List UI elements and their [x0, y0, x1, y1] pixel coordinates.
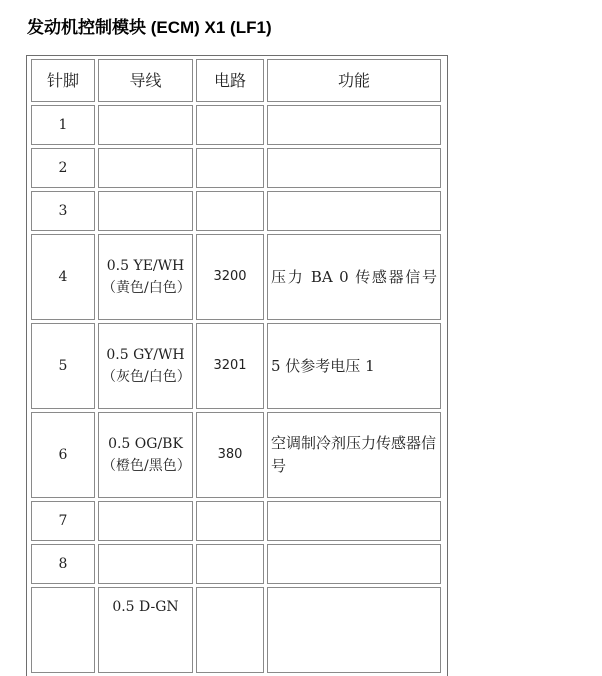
function-cell: [267, 544, 441, 584]
pin-cell: [31, 587, 95, 673]
pinout-table-container: [26, 55, 448, 676]
table-row: [31, 544, 441, 584]
function-cell: 空调制冷剂压力传感器信号: [267, 412, 441, 498]
circuit-cell: [196, 587, 264, 673]
pin-cell: 3: [31, 191, 95, 231]
header-pin: 针脚: [31, 59, 95, 102]
header-function: 功能: [267, 59, 441, 102]
table-row: [31, 323, 441, 409]
circuit-cell: 380: [196, 412, 264, 498]
pin-cell: 5: [31, 323, 95, 409]
function-cell: [267, 587, 441, 673]
table-row: [31, 148, 441, 188]
circuit-cell: [196, 191, 264, 231]
circuit-cell: [196, 544, 264, 584]
table-row: [31, 587, 441, 673]
circuit-cell: [196, 501, 264, 541]
circuit-cell: 3200: [196, 234, 264, 320]
document-title: 发动机控制模块 (ECM) X1 (LF1): [27, 18, 272, 37]
circuit-cell: [196, 148, 264, 188]
pin-cell: 1: [31, 105, 95, 145]
wire-cell: 0.5 OG/BK（橙色/黑色）: [98, 412, 193, 498]
function-cell: [267, 501, 441, 541]
circuit-cell: 3201: [196, 323, 264, 409]
pin-cell: 2: [31, 148, 95, 188]
pin-cell: 6: [31, 412, 95, 498]
header-wire: 导线: [98, 59, 193, 102]
function-cell: [267, 148, 441, 188]
header-circuit: 电路: [196, 59, 264, 102]
wire-cell: 0.5 YE/WH（黄色/白色）: [98, 234, 193, 320]
wire-cell: [98, 544, 193, 584]
table-row: [31, 105, 441, 145]
pin-cell: 8: [31, 544, 95, 584]
header-row: [31, 59, 441, 102]
wire-cell: [98, 148, 193, 188]
table-row: [31, 412, 441, 498]
function-cell: [267, 105, 441, 145]
function-cell: [267, 191, 441, 231]
wire-cell: [98, 105, 193, 145]
table-row: [31, 501, 441, 541]
table-row: [31, 191, 441, 231]
function-cell: 压力 BA 0 传感器信号: [267, 234, 441, 320]
function-cell: 5 伏参考电压 1: [267, 323, 441, 409]
wire-cell: [98, 501, 193, 541]
table-row: [31, 234, 441, 320]
pin-cell: 4: [31, 234, 95, 320]
wire-cell: [98, 191, 193, 231]
circuit-cell: [196, 105, 264, 145]
wire-cell: 0.5 GY/WH（灰色/白色）: [98, 323, 193, 409]
pin-cell: 7: [31, 501, 95, 541]
pinout-table: [28, 56, 444, 676]
wire-cell: 0.5 D-GN: [98, 587, 193, 673]
